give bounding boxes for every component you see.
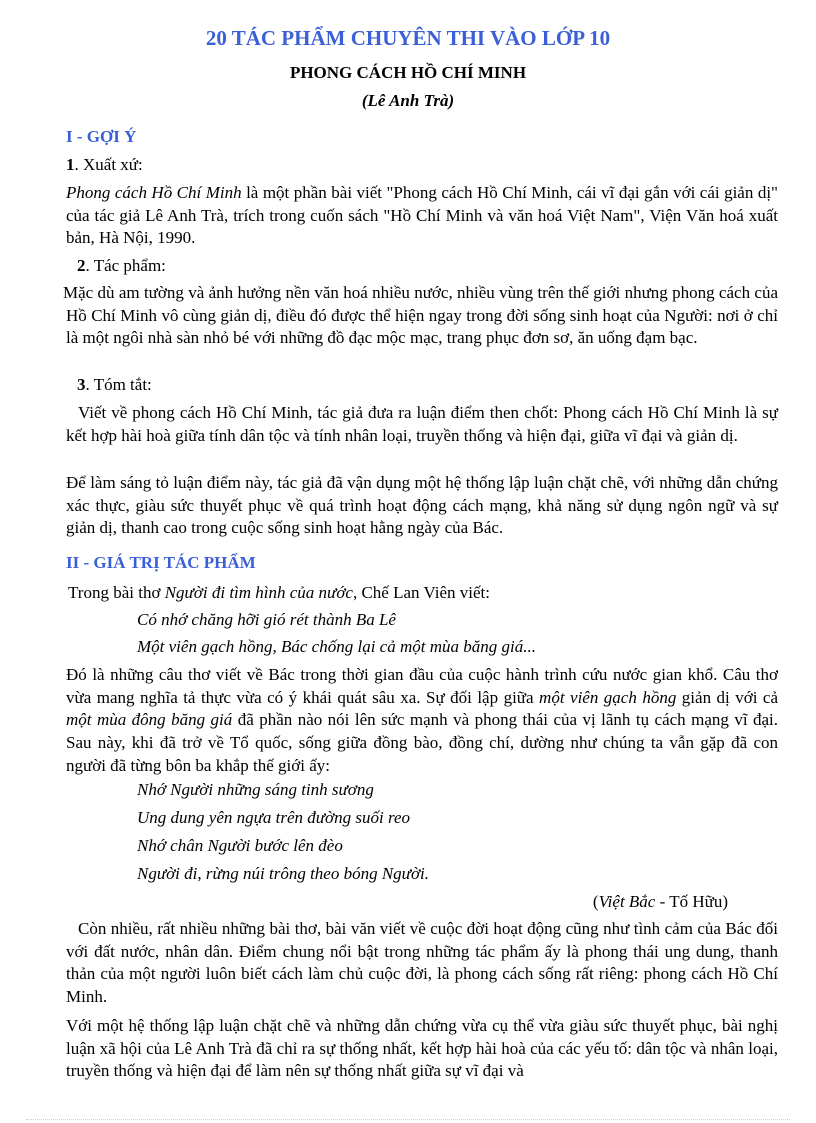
- poem-2-line-2: Ung dung yên ngựa trên đường suối reo: [137, 808, 410, 827]
- paragraph-summary: Viết về phong cách Hồ Chí Minh, tác giả đưa ra luận điểm then chốt: Phong cách Hồ Chí Minh là sự kết hợp hài hoà giữa tính dân tộc và tính nhân loại, truyền thống và hiện đại, giữa vĩ đại và giản dị.: [66, 403, 778, 445]
- poem-2-line-4: Người đi, rừng núi trông theo bóng Người.: [137, 864, 430, 883]
- paragraph-origin-text: là một phần bài viết "Phong cách Hồ Chí Minh, cái vĩ đại gắn với cái giản dị" của tác giả Lê Anh Trà, trích trong cuốn sách "Hồ Chí Minh và văn hoá Việt Nam", Viện Văn hoá xuất bản, Hà Nội, 1990.: [66, 183, 778, 248]
- page-bottom-divider: [26, 1119, 790, 1120]
- poem-2-line-3: Nhớ chân Người bước lên đèo: [137, 836, 343, 855]
- paragraph-final: Với một hệ thống lập luận chặt chẽ và những dẫn chứng vừa cụ thể vừa giàu sức thuyết phục, bài nghị luận xã hội của Lê Anh Trà đã chỉ ra sự thống nhất, kết hợp hài hoà của các yếu tố: dân tộc và nhân loại, truyền thống và hiện đại để làm nên sự thống nhất giữa sự vĩ đại và: [66, 1016, 778, 1081]
- item-2-label: [77, 256, 166, 276]
- analysis-text-2: giản dị với cả: [676, 687, 779, 707]
- poem-intro-text: Trong bài thơ: [68, 583, 165, 602]
- document-title: 20 TÁC PHẨM CHUYÊN THI VÀO LỚP 10: [205, 26, 611, 50]
- poem-2-line-1: Nhớ Người những sáng tinh sương: [137, 780, 374, 799]
- work-author: (Lê Anh Trà): [361, 91, 455, 110]
- item-2-number: 2: [77, 256, 86, 275]
- poem-intro: [68, 583, 490, 603]
- citation-open: (: [592, 892, 599, 911]
- poem-name-italic: Người đi tìm hình của nước: [164, 583, 353, 602]
- item-3-label: [77, 375, 152, 395]
- analysis-text-3: đã phần nào nói lên sức mạnh và phong thái của vị lãnh tụ cách mạng vĩ đại. Sau này, khi đã trở về Tổ quốc, sống giữa đồng bào, đồng chí, dường như chúng ta vẫn gặp đã con người đã từng bôn ba khắp thế giới ấy:: [66, 710, 779, 775]
- item-2-text: . Tác phẩm:: [85, 256, 166, 275]
- paragraph-origin: [66, 182, 778, 250]
- analysis-text-1: Đó là những câu thơ viết về Bác trong thời gian đầu của cuộc hành trình cứu nước gian khổ. Câu thơ vừa mang nghĩa tả thực vừa có ý khái quát sâu xa. Sự đối lập giữa: [66, 665, 778, 707]
- poem-citation: [593, 892, 728, 912]
- paragraph-work: Mặc dù am tường và ảnh hưởng nền văn hoá nhiều nước, nhiều vùng trên thế giới nhưng phong cách của Hồ Chí Minh vô cùng giản dị, điều đó được thể hiện ngay trong đời sống sinh hoạt của Người: nơi ở chỉ là một ngôi nhà sàn nhỏ bé với những đồ đạc mộc mạc, trang phục đơn sơ, ăn uống đạm bạc.: [63, 283, 778, 348]
- paragraph-argument: Để làm sáng tỏ luận điểm này, tác giả đã vận dụng một hệ thống lập luận chặt chẽ, với những dẫn chứng xác thực, giàu sức thuyết phục về quá trình hoạt động cách mạng, khả năng sử dụng ngôn ngữ và sự giản dị, thanh cao trong cuộc sống sinh hoạt hằng ngày của Bác.: [66, 473, 778, 538]
- work-title: PHONG CÁCH HỒ CHÍ MINH: [289, 63, 527, 82]
- paragraph-conclusion: Còn nhiều, rất nhiều những bài thơ, bài văn viết về cuộc đời hoạt động cũng như tình cảm của Bác đối với đất nước, nhân dân. Điểm chung nổi bật trong những tác phẩm ấy là phong thái ung dung, thanh thản của một người luôn biết cách làm chủ cuộc đời, là phong cách sống rất riêng: phong cách Hồ Chí Minh.: [66, 919, 778, 1007]
- item-1-number: 1: [66, 155, 75, 174]
- poem-1-line-1: Có nhớ chăng hỡi gió rét thành Ba Lê: [137, 610, 396, 629]
- analysis-italic-1: một viên gạch hồng: [539, 687, 677, 707]
- section-2-heading: II - GIÁ TRỊ TÁC PHẨM: [66, 553, 256, 572]
- poem-intro-text-end: , Chế Lan Viên viết:: [352, 583, 490, 602]
- citation-author: - Tố Hữu): [655, 892, 728, 911]
- work-name-italic: Phong cách Hồ Chí Minh: [66, 183, 242, 202]
- item-3-number: 3: [77, 375, 86, 394]
- item-3-text: . Tóm tắt:: [85, 375, 152, 394]
- paragraph-analysis: [66, 664, 778, 778]
- analysis-italic-2: một mùa đông băng giá: [66, 710, 233, 730]
- section-1-heading: I - GỢI Ý: [66, 127, 137, 146]
- item-1-text: . Xuất xứ:: [74, 155, 143, 174]
- poem-1-line-2: Một viên gạch hồng, Bác chống lại cả một mùa băng giá...: [137, 637, 536, 656]
- item-1-label: [66, 155, 143, 175]
- citation-work: Việt Bắc: [598, 892, 656, 911]
